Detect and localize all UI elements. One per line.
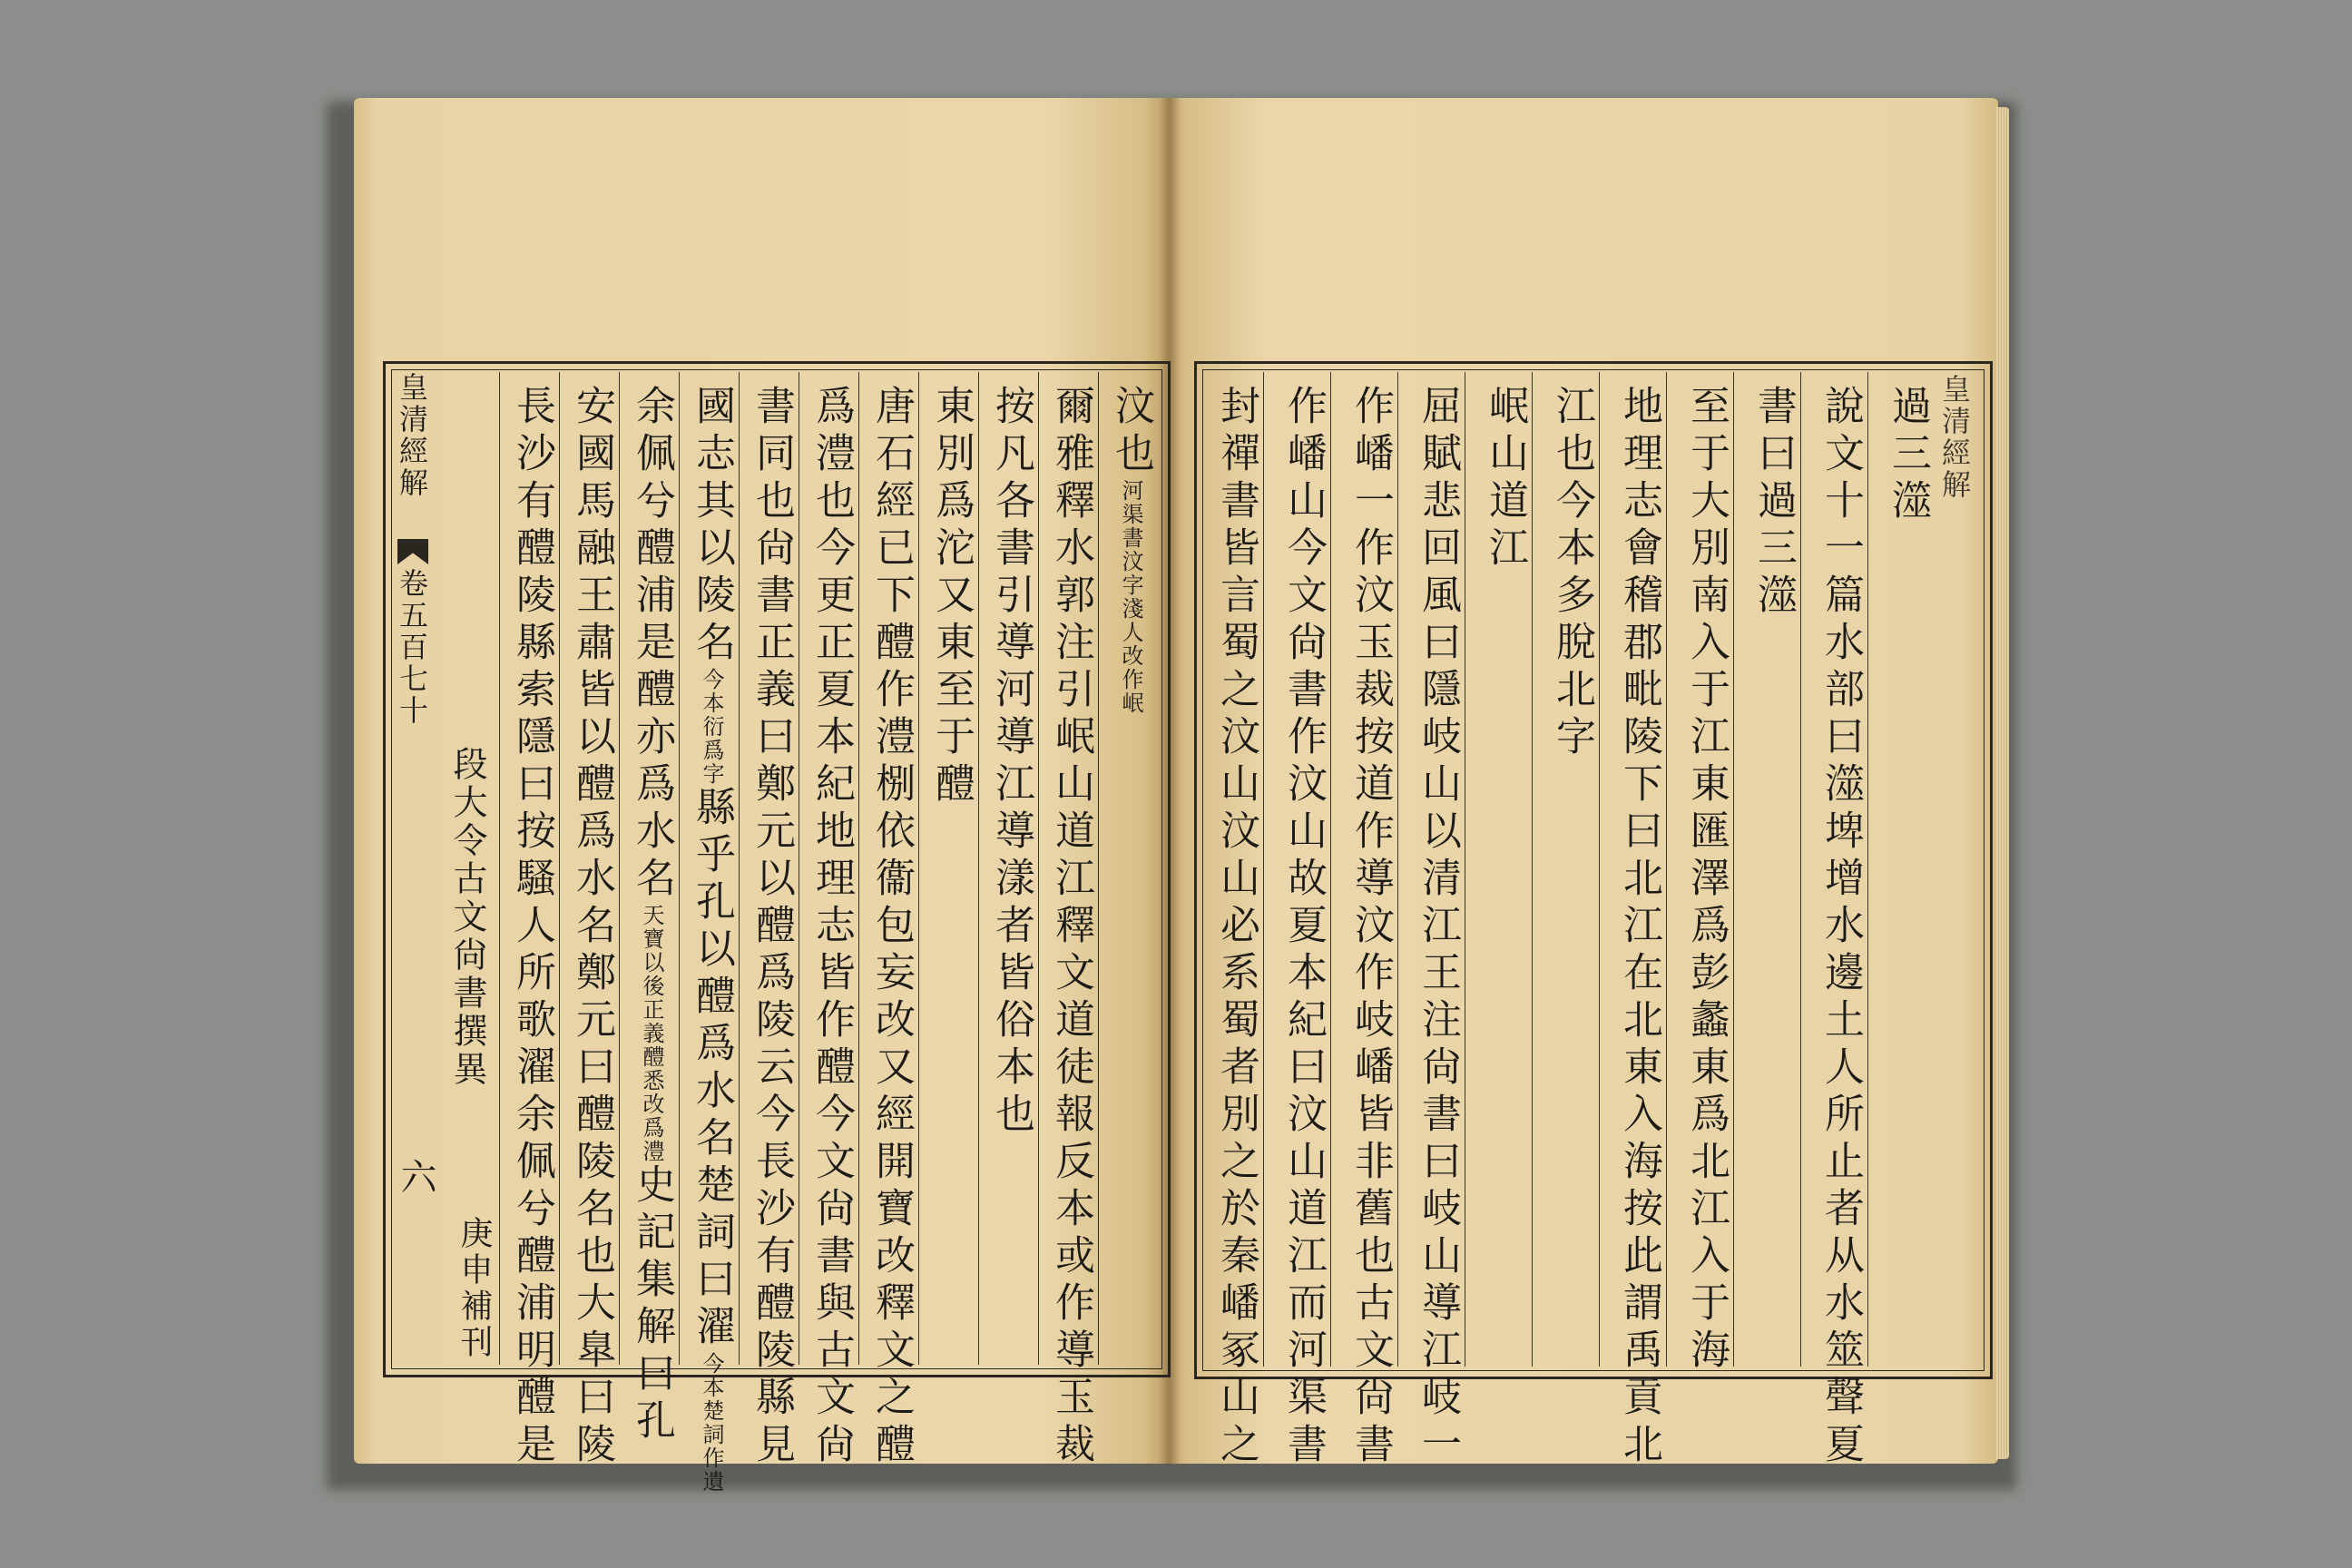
- left-page-column-rule: [559, 372, 560, 1365]
- left-page-column-rule: [858, 372, 859, 1365]
- main-text: 作嶓山今文尙書作汶山故夏本紀曰汶山道江而河渠書: [1280, 385, 1327, 1470]
- left-page-column-rule: [978, 372, 979, 1365]
- left-page-column-rule: [619, 372, 620, 1365]
- right-page-text-column: [1535, 385, 1595, 1361]
- right-page-text-column: [1670, 385, 1730, 1376]
- left-fold-note: 庚申補刊: [456, 1216, 493, 1361]
- annotation-text: 天寶以後正義醴悉改爲澧: [639, 904, 664, 1163]
- left-page-text-column: [922, 385, 975, 1359]
- main-text: 岷山道江: [1482, 385, 1528, 573]
- left-fishtail-mark: [397, 539, 428, 564]
- annotation-text: 河渠書汶字淺人改作岷: [1118, 479, 1143, 715]
- right-page-text-column: [1871, 385, 1931, 1361]
- left-page-column-rule: [679, 372, 680, 1365]
- left-fold-sheet: 六: [395, 1158, 436, 1200]
- left-page-text-column: [862, 385, 915, 1470]
- left-fold-column: [385, 367, 441, 1370]
- left-page-column-rule: [918, 372, 919, 1365]
- main-text: 爲澧也今更正夏本紀地理志皆作醴今文尙書與古文尙: [808, 385, 855, 1470]
- left-page-text-column: [563, 385, 615, 1470]
- main-text: 爾雅釋水郭注引岷山道江釋文道徒報反本或作導玉裁: [1048, 385, 1094, 1470]
- right-page-text-column: [1602, 385, 1662, 1470]
- right-page-column-rule: [1196, 372, 1197, 1367]
- left-page-text-column: [1042, 385, 1094, 1470]
- main-text: 書同也尙書正義曰鄭元以醴爲陵云今長沙有醴陵縣見: [749, 385, 795, 1470]
- left-page-text-column: [982, 385, 1034, 1359]
- left-page-text-column: [682, 385, 735, 1494]
- main-text: 長沙有醴陵縣索隱曰按騷人所歌濯余佩兮醴浦明醴是: [509, 385, 555, 1470]
- left-fold-author: 段大令古文尙書撰異: [447, 746, 487, 1089]
- right-page-column-rule: [1666, 372, 1667, 1367]
- right-page-column-rule: [1532, 372, 1533, 1367]
- right-page-column-rule: [1800, 372, 1801, 1367]
- right-page-column-rule: [1599, 372, 1600, 1367]
- right-page-column-rule: [1733, 372, 1734, 1367]
- main-text: 國志其以陵名: [689, 385, 735, 668]
- main-text: 東別爲沱又東至于醴: [928, 385, 975, 809]
- left-fold-volume: 卷五百七十: [395, 568, 429, 727]
- left-page-text-column: [622, 385, 675, 1446]
- main-text: 封禪書皆言蜀之汶山汶山必系蜀者別之於秦嶓冢山之: [1213, 385, 1259, 1470]
- main-text: 江也今本多脫北字: [1549, 385, 1595, 762]
- right-page-text-column: [1737, 385, 1797, 1361]
- main-text: 過三澨: [1885, 385, 1931, 526]
- main-text: 縣乎孔以醴爲水名楚詞曰濯: [689, 786, 735, 1352]
- main-text: 作嶓一作汶玉裁按道作導汶作岐嶓皆非舊也古文尙書: [1348, 385, 1394, 1470]
- right-page-text-column: [1804, 385, 1864, 1470]
- right-page-text-column: [1267, 385, 1327, 1470]
- right-page-column-rule: [1263, 372, 1264, 1367]
- main-text: 按凡各書引導河導江導漾者皆俗本也: [988, 385, 1034, 1140]
- left-page-text-column: [503, 385, 555, 1470]
- annotation-text: 今本楚詞作遺: [699, 1352, 724, 1494]
- main-text: 安國馬融王肅皆以醴爲水名鄭元曰醴陵名也大臯曰陵: [569, 385, 615, 1470]
- left-page-text-column: [742, 385, 795, 1470]
- left-page-column-rule: [1038, 372, 1039, 1365]
- right-page-text-column: [1401, 385, 1461, 1470]
- main-text: 地理志會稽郡毗陵下曰北江在北東入海按此謂禹貢北: [1616, 385, 1662, 1470]
- right-page-text-column: [1468, 385, 1528, 1361]
- left-page-text-column: [802, 385, 855, 1470]
- page-edges: [1996, 107, 2009, 1459]
- main-text: 書曰過三澨: [1750, 385, 1797, 621]
- main-text: 余佩兮醴浦是醴亦爲水名: [629, 385, 675, 904]
- main-text: 說文十一篇水部曰澨埤增水邊土人所止者从水筮聲夏: [1818, 385, 1864, 1470]
- annotation-text: 今本衍爲字: [699, 668, 724, 786]
- main-text: 史記集解曰孔: [629, 1163, 675, 1446]
- left-page-column-rule: [1098, 372, 1099, 1365]
- right-page-column-rule: [1330, 372, 1331, 1367]
- right-page-text-column: [1200, 385, 1259, 1470]
- left-page-text-column: [1102, 385, 1154, 1359]
- main-text: 至于大別南入于江東匯澤爲彭蠡東爲北江入于海: [1683, 385, 1730, 1376]
- left-fold-title: 皇清經解: [395, 372, 429, 499]
- right-fold-title: 皇清經解: [1937, 374, 1972, 501]
- main-text: 汶也: [1108, 385, 1154, 479]
- left-page-column-rule: [739, 372, 740, 1365]
- right-page-column-rule: [1397, 372, 1398, 1367]
- main-text: 唐石經已下醴作澧㭭依衞包妄改又經開寶改釋文之醴: [868, 385, 915, 1470]
- right-page-column-rule: [1867, 372, 1868, 1367]
- main-text: 屈賦悲回風曰隱岐山以清江王注尙書曰岐山導江岐一: [1415, 385, 1461, 1470]
- left-page-column-rule: [499, 372, 500, 1365]
- right-page-text-column: [1334, 385, 1394, 1470]
